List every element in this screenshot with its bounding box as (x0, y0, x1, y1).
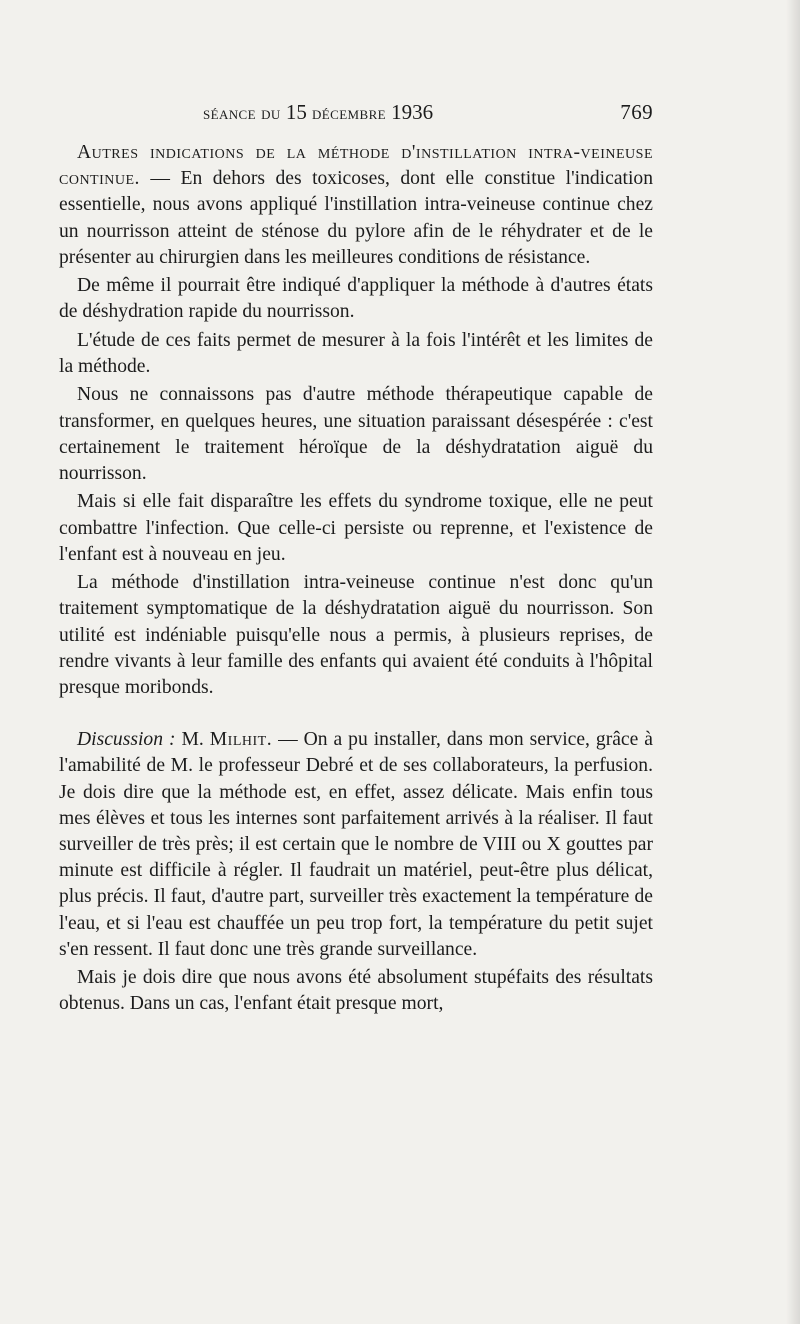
paragraph: L'étude de ces faits permet de mesurer à la fois l'intérêt et les limites de la méthode. (59, 329, 653, 377)
paragraph-section-opening (59, 140, 653, 271)
paragraph: Mais si elle fait disparaître les effets du syndrome toxique, elle ne peut combattre l'infection. Que celle-ci persiste ou reprenne, et l'existence de l'enfant est à nouveau en jeu. (59, 491, 653, 565)
running-head-month: décembre (312, 103, 386, 124)
paragraph: Nous ne connaissons pas d'autre méthode thérapeutique capable de transformer, en quelques heures, une situation paraissant désespérée : c'est certainement le traitement héroïque de la déshydratation aiguë du nourrisson. (59, 384, 653, 484)
running-head-prefix: séance du (203, 103, 281, 124)
paragraph-discussion-opening (59, 727, 653, 963)
body-text (59, 140, 653, 1020)
running-head (203, 100, 433, 125)
paragraph: De même il pourrait être indiqué d'appliquer la méthode à d'autres états de déshydration rapide du nourrisson. (59, 275, 653, 323)
running-head-year: 1936 (391, 100, 434, 124)
page-number: 769 (620, 100, 653, 124)
page-header (203, 100, 653, 130)
discussion-paragraph-1-text: — On a pu installer, dans mon service, grâce à l'amabilité de M. le professeur Debré et de ses collaborateurs, la perfusion. Je dois dire que la méthode est, en effet, assez délicate. Mais enfin tous mes élèves et tous les internes sont parfaitement arrivés à la réaliser. Il faut surveiller de très près; il est certain que le nombre de VIII ou X gouttes par minute est difficile à régler. Il faudrait un matériel, peut-être plus délicat, plus précis. Il faut, d'autre part, surveiller très exactement la température de l'eau, et si l'eau est chauffée un peu trop fort, la température du petit sujet s'en ressent. Il faut donc une très grande surveillance. (59, 729, 653, 960)
running-head-day: 15 (285, 100, 307, 124)
section-title: Autres indications de la méthode d'instillation intra-veineuse continue. (59, 142, 653, 190)
discussion-label: Discussion : (77, 729, 176, 751)
paragraph: La méthode d'instillation intra-veineuse continue n'est donc qu'un traitement symptomatique de la déshydratation aiguë du nourrisson. Son utilité est indéniable puisqu'elle nous a permis, à plusieurs reprises, de rendre vivants à leur famille des enfants qui avaient été conduits à l'hôpital presque moribonds. (59, 572, 653, 698)
section-paragraph-1-text: — En dehors des toxicoses, dont elle constitue l'indication essentielle, nous avons appliqué l'instillation intra-veineuse continue chez un nourrisson atteint de sténose du pylore afin de le réhydrater et de le présenter au chirurgien dans les meilleures conditions de résistance. (59, 168, 653, 268)
speaker-prefix: M. (181, 729, 204, 751)
speaker-name: Milhit. (209, 729, 273, 751)
page-edge-shadow (786, 0, 800, 1324)
paragraph: Mais je dois dire que nous avons été absolument stupéfaits des résultats obtenus. Dans un cas, l'enfant était presque mort, (59, 967, 653, 1015)
